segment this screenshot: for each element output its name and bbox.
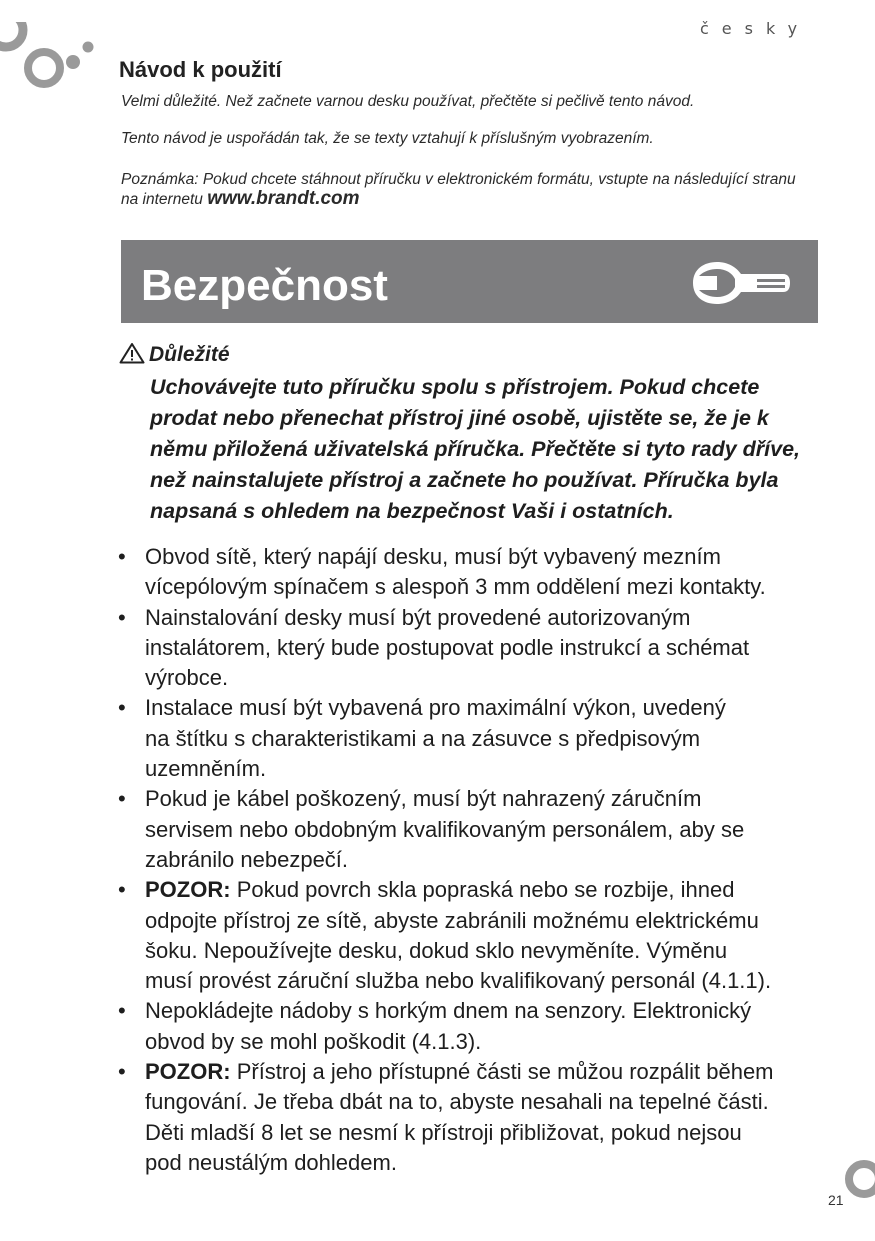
important-line: němu přiložená uživatelská příručka. Přečtěte si tyto rady dříve, [150, 437, 801, 461]
item-line: Pokud je kábel poškozený, musí být nahrazený záručním [145, 786, 702, 812]
item-line: fungování. Je třeba dbát na to, abyste nesahali na tepelné části. [145, 1089, 769, 1115]
item-line: obvod by se mohl poškodit (4.1.3). [145, 1028, 482, 1054]
item-line: musí provést záruční služba nebo kvalifikovaný personál (4.1.1). [145, 968, 772, 994]
safety-item [118, 693, 818, 784]
important-line: prodat nebo přenechat přístroj jiné osobě, ujistěte se, že je k [150, 406, 769, 430]
safety-item [118, 542, 818, 603]
item-line: Pokud povrch skla popraská nebo se rozbije, ihned [236, 877, 735, 903]
section-title: Bezpečnost [141, 261, 388, 310]
brand-logo-icon [0, 22, 100, 97]
safety-item [118, 875, 818, 996]
download-note-line1: Poznámka: Pokud chcete stáhnout příručku v elektronickém formátu, vstupte na následující stranu [121, 171, 796, 188]
intro-paragraph-1: Velmi důležité. Než začnete varnou desku používat, přečtěte si pečlivě tento návod. [121, 93, 695, 110]
intro-paragraph-2: Tento návod je uspořádán tak, že se texty vztahují k příslušným vyobrazením. [121, 130, 654, 147]
item-line: výrobce. [145, 665, 229, 691]
item-line: instalátorem, který bude postupovat podle instrukcí a schémat [145, 634, 750, 660]
item-line: Přístroj a jeho přístupné části se můžou rozpálit během [236, 1059, 774, 1085]
language-label: česky [700, 19, 811, 38]
bullet: • [118, 877, 126, 903]
item-line: šoku. Nepoužívejte desku, dokud sklo nevyměníte. Výměnu [145, 937, 728, 963]
safety-item [118, 1057, 818, 1178]
website-link[interactable]: www.brandt.com [207, 188, 360, 209]
bullet: • [118, 695, 126, 721]
item-line: pod neustálým dohledem. [145, 1149, 397, 1175]
item-line: servisem nebo obdobným kvalifikovaným personálem, aby se [145, 816, 745, 842]
important-line: napsaná s ohledem na bezpečnost Vaši i ostatních. [150, 499, 674, 523]
important-heading-text: Důležité [149, 343, 230, 366]
item-line: zabránilo nebezpečí. [145, 846, 349, 872]
item-line: Obvod sítě, který napájí desku, musí být vybavený mezním [145, 544, 721, 569]
item-line: Děti mladší 8 let se nesmí k přístroji přibližovat, pokud nejsou [145, 1119, 742, 1145]
safety-item [118, 603, 818, 694]
warning-icon [119, 342, 145, 364]
item-line: Nepokládejte nádoby s horkým dnem na senzory. Elektronický [145, 998, 752, 1024]
item-line: na štítku s charakteristikami a na zásuvce s předpisovým [145, 725, 701, 751]
important-line: než nainstalujete přístroj a začnete ho používat. Příručka byla [150, 468, 779, 492]
item-line: odpojte přístroj ze sítě, abyste zabránili možnému elektrickému [145, 907, 759, 933]
important-text [150, 372, 820, 527]
download-note [121, 170, 796, 209]
safety-item [118, 996, 818, 1057]
bullet: • [118, 1059, 126, 1085]
page-title: Návod k použití [119, 57, 282, 82]
safety-list [118, 542, 818, 1178]
bullet: • [118, 998, 126, 1024]
download-note-prefix: na internetu [121, 191, 203, 208]
bullet: • [118, 786, 126, 812]
page-number: 21 [828, 1192, 844, 1208]
section-banner [121, 240, 818, 323]
important-heading [119, 342, 230, 367]
item-line: uzemněním. [145, 756, 267, 782]
important-line: Uchovávejte tuto příručku spolu s přístrojem. Pokud chcete [150, 375, 760, 399]
brand-corner-icon [843, 1158, 875, 1200]
item-line: Instalace musí být vybavená pro maximální výkon, uvedený [145, 695, 726, 721]
item-line: Nainstalování desky musí být provedené autorizovaným [145, 604, 691, 630]
bullet: • [118, 604, 126, 630]
warning-prefix: POZOR: [145, 877, 231, 903]
bullet: • [118, 544, 126, 569]
safety-item [118, 784, 818, 875]
wrench-icon [691, 262, 791, 304]
warning-prefix: POZOR: [145, 1059, 231, 1085]
item-line: vícepólovým spínačem s alespoň 3 mm oddělení mezi kontakty. [145, 574, 766, 600]
